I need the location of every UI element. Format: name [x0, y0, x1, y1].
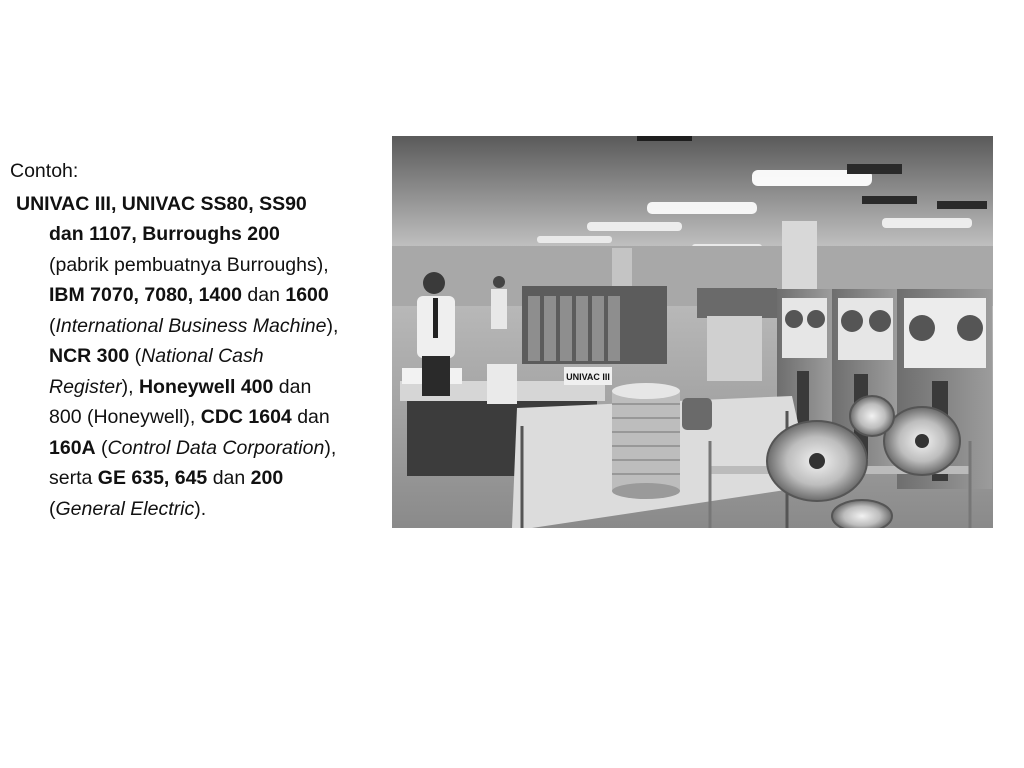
- tape-reel: [869, 310, 891, 332]
- segment: NCR 300: [49, 345, 130, 367]
- segment: 160A: [49, 436, 96, 459]
- intro-label: Contoh:: [10, 160, 79, 182]
- segment: (pabrik pembuatnya Burroughs),: [49, 253, 329, 276]
- segment: UNIVAC III, UNIVAC SS80, SS90 dan 1107, Burroughs 200: [16, 192, 307, 245]
- ceiling-light: [647, 202, 757, 214]
- segment: ), serta: [49, 436, 337, 489]
- ceiling-vent: [862, 196, 917, 204]
- segment: International Business Machine: [55, 314, 327, 337]
- segment: Control Data Corporation: [107, 436, 325, 459]
- operator-head: [423, 272, 445, 294]
- segment: dan: [207, 467, 251, 489]
- ceiling-vent: [637, 136, 692, 141]
- ceiling-light: [882, 218, 972, 228]
- computer-examples-paragraph: [10, 189, 339, 525]
- tape-reel: [909, 315, 935, 341]
- tape-reel: [957, 315, 983, 341]
- ceiling-light: [537, 236, 612, 243]
- segment: Honeywell 400: [138, 375, 274, 398]
- segment: (: [95, 436, 108, 459]
- machine-panel: [544, 296, 556, 361]
- operator-tie: [433, 298, 438, 338]
- ceiling-vent: [847, 164, 902, 174]
- tape-reel: [785, 310, 803, 328]
- ceiling-vent: [937, 201, 987, 209]
- segment: dan 800 (Honeywell),: [49, 375, 312, 428]
- tape-reel: [832, 500, 892, 528]
- background-operator: [491, 276, 507, 329]
- text-block: [10, 156, 339, 524]
- tape-reel: [841, 310, 863, 332]
- machine-panel: [528, 296, 540, 361]
- white-cabinet: [707, 316, 762, 381]
- segment: (: [49, 497, 56, 520]
- segment: ),: [121, 375, 139, 398]
- operator-legs: [422, 356, 450, 396]
- segment: National Cash Register: [49, 345, 264, 398]
- segment: (: [49, 314, 56, 337]
- tape-reel: [807, 310, 825, 328]
- card-box: [487, 364, 517, 404]
- ceiling-light: [587, 222, 682, 231]
- segment: General Electric: [55, 497, 195, 520]
- univac-sign-text: UNIVAC III: [566, 372, 610, 382]
- segment: dan: [241, 284, 286, 306]
- segment: ).: [194, 497, 207, 520]
- machine-panel: [608, 296, 620, 361]
- chair: [682, 398, 712, 430]
- tape-window: [782, 298, 827, 358]
- segment: ),: [326, 314, 339, 337]
- segment: CDC 1604: [200, 406, 292, 428]
- segment: 1600: [285, 284, 329, 306]
- segment: GE 635, 645: [97, 467, 208, 489]
- segment: 200: [250, 467, 284, 489]
- computer-room-photo: [392, 136, 993, 528]
- segment: (: [129, 345, 142, 367]
- machine-row: [697, 288, 777, 318]
- machine-panel: [576, 296, 588, 361]
- machine-panel: [560, 296, 572, 361]
- machine-panel: [592, 296, 604, 361]
- tape-reel: [850, 396, 894, 436]
- reel-stack: [612, 383, 680, 499]
- segment: dan: [291, 406, 330, 428]
- segment: IBM 7070, 7080, 1400: [49, 284, 242, 306]
